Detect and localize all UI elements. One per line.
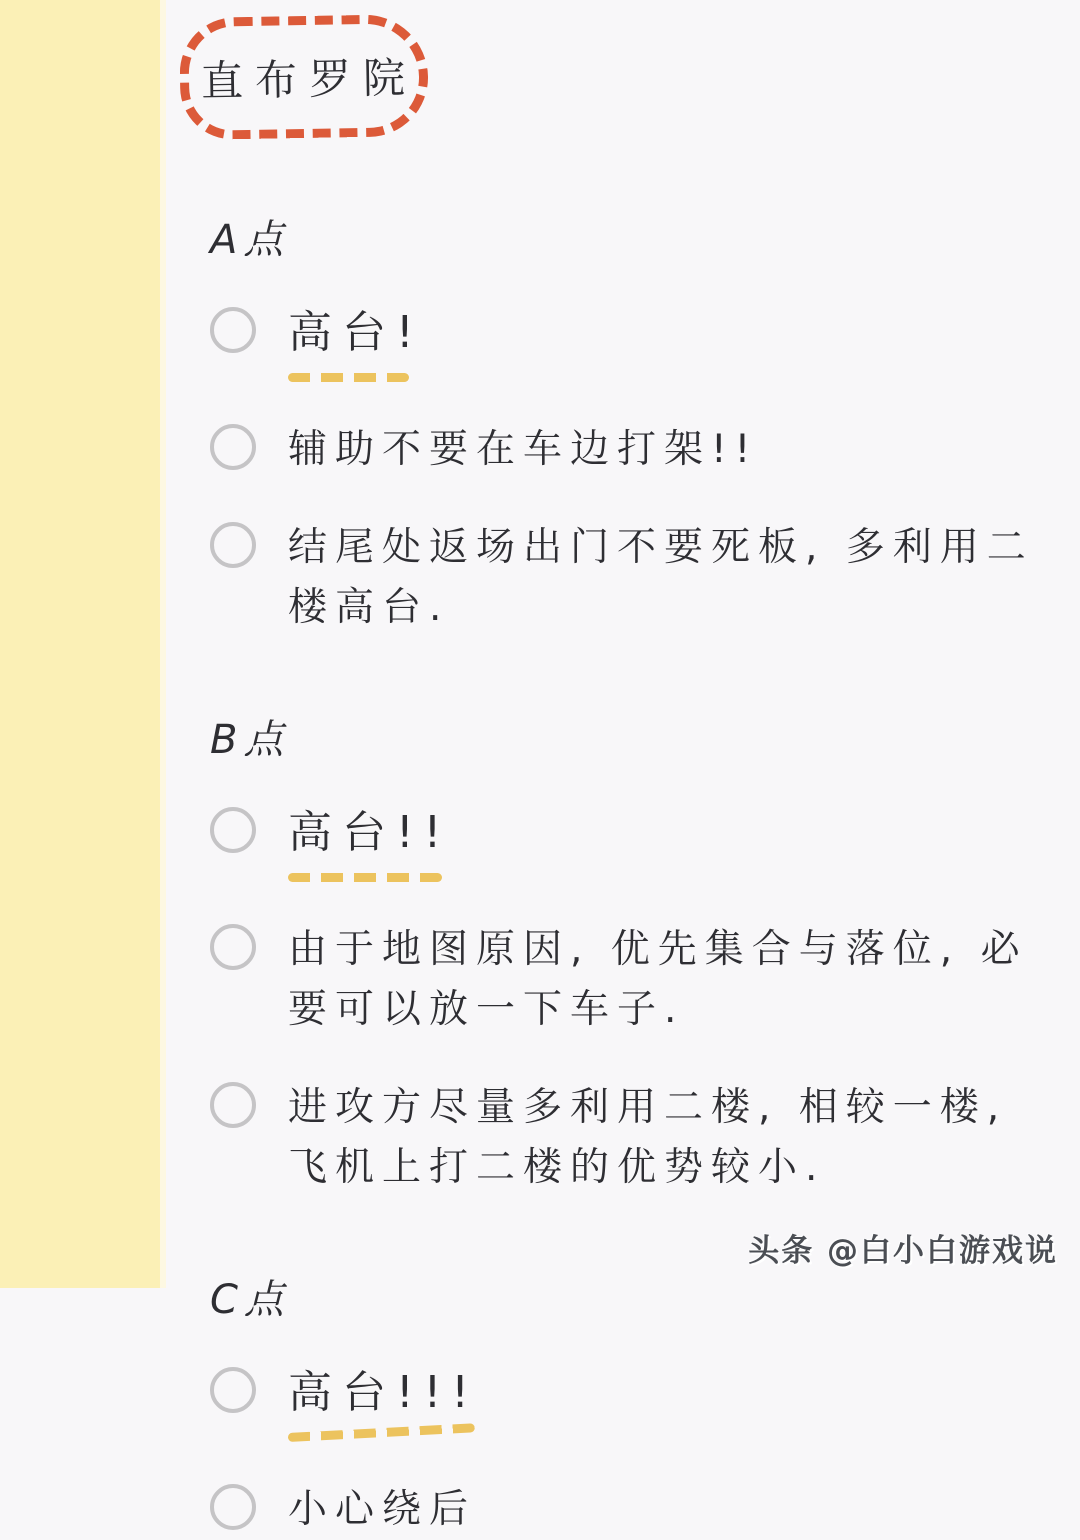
highlight-underline [288, 373, 409, 382]
highlight-underline [288, 873, 442, 882]
left-margin-strip [0, 0, 166, 1288]
item-body [288, 920, 1060, 1040]
item-text: 高台!!! [288, 1367, 479, 1418]
section-a-label: A点 [210, 217, 290, 263]
item-body [288, 1480, 476, 1540]
item-text: 辅助不要在车边打架!! [288, 427, 759, 472]
checklist-item [210, 803, 1080, 882]
checkbox-circle[interactable] [210, 807, 256, 853]
title-circle-annotation [179, 14, 429, 140]
checkbox-circle[interactable] [210, 1367, 256, 1413]
checklist-item [210, 303, 1080, 382]
item-text: 高台! [288, 307, 424, 358]
item-body [288, 420, 758, 480]
item-text: 小心绕后 [288, 1487, 477, 1532]
item-text: 进攻方尽量多利用二楼, 相较一楼, 飞机上打二楼的优势较小. [288, 1085, 1008, 1190]
checkbox-circle[interactable] [210, 307, 256, 353]
highlight-underline [288, 1423, 475, 1442]
watermark-credit: 头条 @白小白游戏说 [748, 1233, 1058, 1269]
section-point-b [210, 708, 1080, 1198]
checklist-item [210, 920, 1080, 1040]
note-content [166, 0, 1080, 1532]
checklist-item [210, 420, 1080, 480]
item-text: 高台!! [288, 807, 452, 858]
checklist-item [210, 1363, 1080, 1442]
checklist-item [210, 1480, 1080, 1540]
section-b-label: B点 [210, 717, 290, 763]
page-title: 直布罗院 [200, 53, 418, 106]
item-body [288, 518, 1060, 638]
section-c-label: C点 [210, 1277, 290, 1323]
checkbox-circle[interactable] [210, 1082, 256, 1128]
checklist-item [210, 1078, 1080, 1198]
checkbox-circle[interactable] [210, 522, 256, 568]
item-body [288, 303, 424, 382]
item-text: 结尾处返场出门不要死板, 多利用二楼高台. [288, 525, 1034, 630]
section-point-a [210, 208, 1080, 638]
checkbox-circle[interactable] [210, 924, 256, 970]
item-body [288, 803, 451, 882]
item-text: 由于地图原因, 优先集合与落位, 必要可以放一下车子. [288, 927, 1028, 1032]
checkbox-circle[interactable] [210, 424, 256, 470]
item-body [288, 1363, 479, 1442]
title-block [180, 16, 430, 138]
checklist-item [210, 518, 1080, 638]
section-point-c [210, 1268, 1080, 1540]
item-body [288, 1078, 1060, 1198]
checkbox-circle[interactable] [210, 1484, 256, 1530]
